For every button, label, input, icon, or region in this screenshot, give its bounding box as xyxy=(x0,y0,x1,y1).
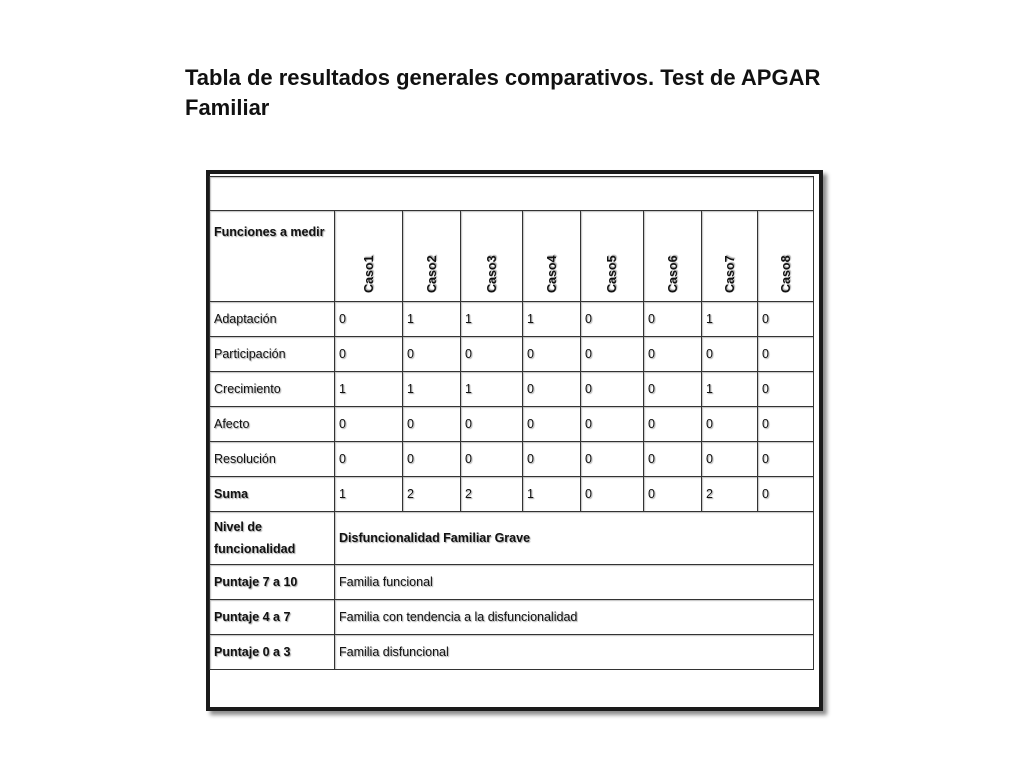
table-cell: 0 xyxy=(523,407,581,442)
table-row-suma xyxy=(210,477,814,512)
table-cell: 0 xyxy=(702,337,758,372)
table-cell: 1 xyxy=(523,302,581,337)
table-cell: 0 xyxy=(335,442,403,477)
case-header-8 xyxy=(758,211,814,302)
case-header-label: Caso1 xyxy=(361,255,376,293)
table-cell: 1 xyxy=(702,372,758,407)
table-cell: 0 xyxy=(581,372,644,407)
table-cell: 0 xyxy=(461,337,523,372)
table-cell: 0 xyxy=(523,337,581,372)
table-cell: 0 xyxy=(335,302,403,337)
table-cell: 0 xyxy=(758,442,814,477)
case-header-label: Caso7 xyxy=(722,255,737,293)
table-cell: 0 xyxy=(335,407,403,442)
table-cell: 0 xyxy=(702,442,758,477)
table-row-afecto xyxy=(210,407,814,442)
score-value-cell: Familia funcional xyxy=(335,565,814,600)
case-header-label: Caso8 xyxy=(778,255,793,293)
table-cell: 0 xyxy=(758,372,814,407)
table-cell: 0 xyxy=(403,442,461,477)
table-cell: 0 xyxy=(644,302,702,337)
header-label-cell: Funciones a medir xyxy=(210,211,335,302)
case-header-label: Caso3 xyxy=(484,255,499,293)
table-cell: 1 xyxy=(461,302,523,337)
table-cell: 1 xyxy=(403,302,461,337)
case-header-label: Caso2 xyxy=(424,255,439,293)
case-header-3 xyxy=(461,211,523,302)
table-row-nivel xyxy=(210,512,814,565)
table-cell: 1 xyxy=(335,477,403,512)
table-cell: 0 xyxy=(702,407,758,442)
table-row-puntaje-7-10 xyxy=(210,565,814,600)
table-cell: 0 xyxy=(403,337,461,372)
case-header-4 xyxy=(523,211,581,302)
case-header-6 xyxy=(644,211,702,302)
case-header-5 xyxy=(581,211,644,302)
level-value-cell: Disfuncionalidad Familiar Grave xyxy=(335,512,814,565)
table-cell: 1 xyxy=(335,372,403,407)
row-label: Adaptación xyxy=(210,302,335,337)
row-label: Nivel de funcionalidad xyxy=(210,512,335,565)
table-cell: 1 xyxy=(702,302,758,337)
table-row-puntaje-0-3 xyxy=(210,635,814,670)
row-label: Suma xyxy=(210,477,335,512)
table-cell: 1 xyxy=(403,372,461,407)
table-cell: 0 xyxy=(523,372,581,407)
table-cell: 0 xyxy=(581,337,644,372)
table-row-adaptacion xyxy=(210,302,814,337)
table-cell: 0 xyxy=(644,442,702,477)
table-cell: 0 xyxy=(335,337,403,372)
case-header-2 xyxy=(403,211,461,302)
table-cell: 2 xyxy=(403,477,461,512)
row-label: Puntaje 0 a 3 xyxy=(210,635,335,670)
page-title: Tabla de resultados generales comparativos. Test de APGAR Familiar xyxy=(185,65,821,120)
table-cell: 0 xyxy=(523,442,581,477)
table-cell: 1 xyxy=(461,372,523,407)
score-value-cell: Familia con tendencia a la disfuncionalidad xyxy=(335,600,814,635)
table-cell: 0 xyxy=(581,407,644,442)
empty-cell xyxy=(210,177,814,211)
table-cell: 0 xyxy=(644,477,702,512)
table-cell: 0 xyxy=(403,407,461,442)
table-empty-top-row xyxy=(210,177,814,211)
score-value-cell: Familia disfuncional xyxy=(335,635,814,670)
table-cell: 0 xyxy=(758,337,814,372)
table-cell: 0 xyxy=(581,302,644,337)
row-label: Participación xyxy=(210,337,335,372)
table-header-row xyxy=(210,211,814,302)
table-cell: 0 xyxy=(758,477,814,512)
table-cell: 0 xyxy=(644,337,702,372)
table-cell: 0 xyxy=(461,407,523,442)
table-row-resolucion xyxy=(210,442,814,477)
table-cell: 0 xyxy=(644,372,702,407)
table-cell: 0 xyxy=(461,442,523,477)
table-cell: 0 xyxy=(758,302,814,337)
apgar-results-table xyxy=(209,176,814,670)
table-cell: 2 xyxy=(461,477,523,512)
table-cell: 0 xyxy=(581,477,644,512)
case-header-7 xyxy=(702,211,758,302)
table-cell: 1 xyxy=(523,477,581,512)
case-header-label: Caso6 xyxy=(665,255,680,293)
row-label: Puntaje 4 a 7 xyxy=(210,600,335,635)
row-label: Crecimiento xyxy=(210,372,335,407)
table-cell: 0 xyxy=(644,407,702,442)
case-header-label: Caso5 xyxy=(605,255,619,293)
table-row-participacion xyxy=(210,337,814,372)
table-cell: 0 xyxy=(758,407,814,442)
row-label: Puntaje 7 a 10 xyxy=(210,565,335,600)
table-cell: 2 xyxy=(702,477,758,512)
table-cell: 0 xyxy=(581,442,644,477)
table-row-puntaje-4-7 xyxy=(210,600,814,635)
case-header-label: Caso4 xyxy=(544,255,559,293)
row-label: Resolución xyxy=(210,442,335,477)
table-row-crecimiento xyxy=(210,372,814,407)
case-header-1 xyxy=(335,211,403,302)
row-label: Afecto xyxy=(210,407,335,442)
